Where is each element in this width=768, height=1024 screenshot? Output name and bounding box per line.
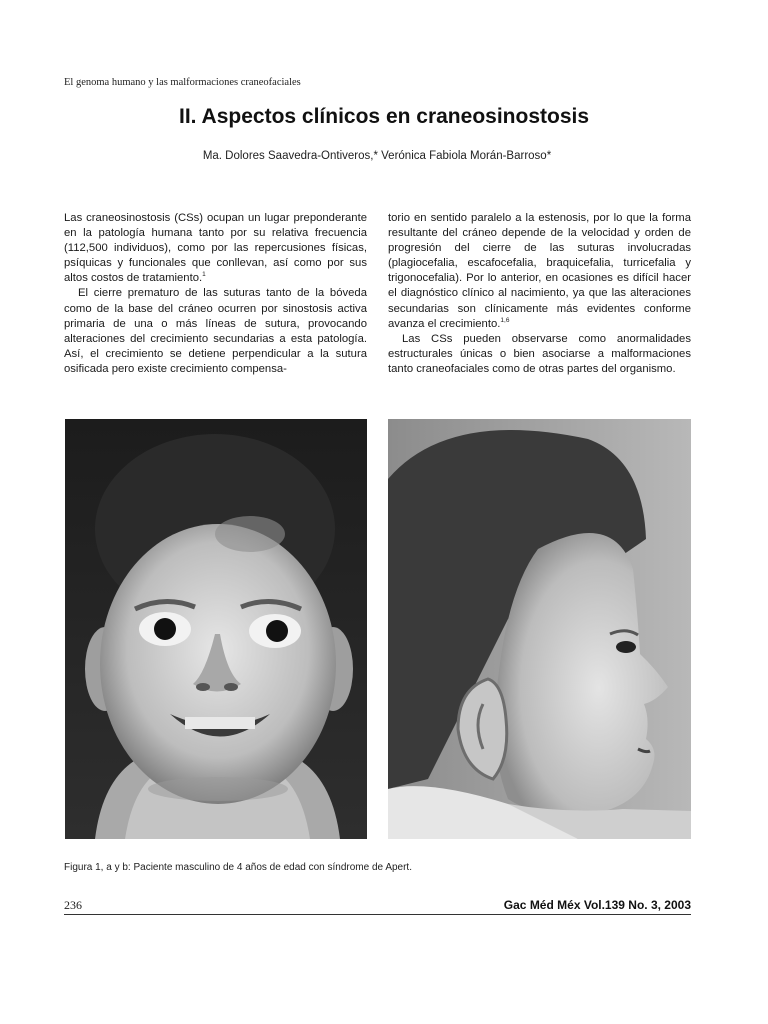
paragraph-text: torio en sentido paralelo a la estenosis, por lo que la forma resultante del cráneo depende de la velocidad y orden de progresión del cierre de las suturas involucradas (plagiocefalia, escafocefalia, braquicefalia, turricefalia y trigonocefalia). Por lo anterior, en ocasiones es difícil hacer el diagnóstico clínico al nacimiento, ya que las alteraciones secundarias son clínicamente más evidentes conforme avanza el crecimiento. [388,212,691,330]
reference-marker: 1,6 [500,316,510,324]
figure-photo-profile [388,419,691,839]
paragraph [388,211,691,332]
page-number: 236 [64,898,82,912]
reference-marker: 1 [202,271,206,279]
body-column-left [64,211,367,377]
paragraph: Las CSs pueden observarse como anormalidades estructurales únicas o bien asociarse a malformaciones tanto craneofaciales como de otras partes del organismo. [388,332,691,375]
paragraph-text: Las craneosinostosis (CSs) ocupan un lugar preponderante en la patología humana tanto por su relativa frecuencia (112,500 individuos), como por las repercusiones físicas, psíquicas y funcionales que conllevan, así como por sus altos costos de tratamiento. [64,212,367,285]
running-header: El genoma humano y las malformaciones craneofaciales [64,77,301,88]
profile-portrait-image [388,419,691,839]
authors: Ma. Dolores Saavedra-Ontiveros,* Verónica Fabiola Morán-Barroso* [202,150,552,162]
article-title: II. Aspectos clínicos en craneosinostosis [178,105,590,128]
body-column-right [388,211,691,377]
paragraph: El cierre prematuro de las suturas tanto de la bóveda como de la base del cráneo ocurren por sinostosis activa primaria de una o más líneas de sutura, provocando alteraciones del crecimiento secundarias a esta patología. Así, el crecimiento se detiene perpendicular a la sutura osificada pero existe crecimiento compensa- [64,287,367,375]
figure-photo-frontal [65,419,367,839]
footer-rule [64,914,691,915]
journal-citation: Gac Méd Méx Vol.139 No. 3, 2003 [503,898,691,912]
paragraph [64,211,367,286]
frontal-portrait-image [65,419,367,839]
figure-caption: Figura 1, a y b: Paciente masculino de 4 años de edad con síndrome de Apert. [64,862,412,873]
